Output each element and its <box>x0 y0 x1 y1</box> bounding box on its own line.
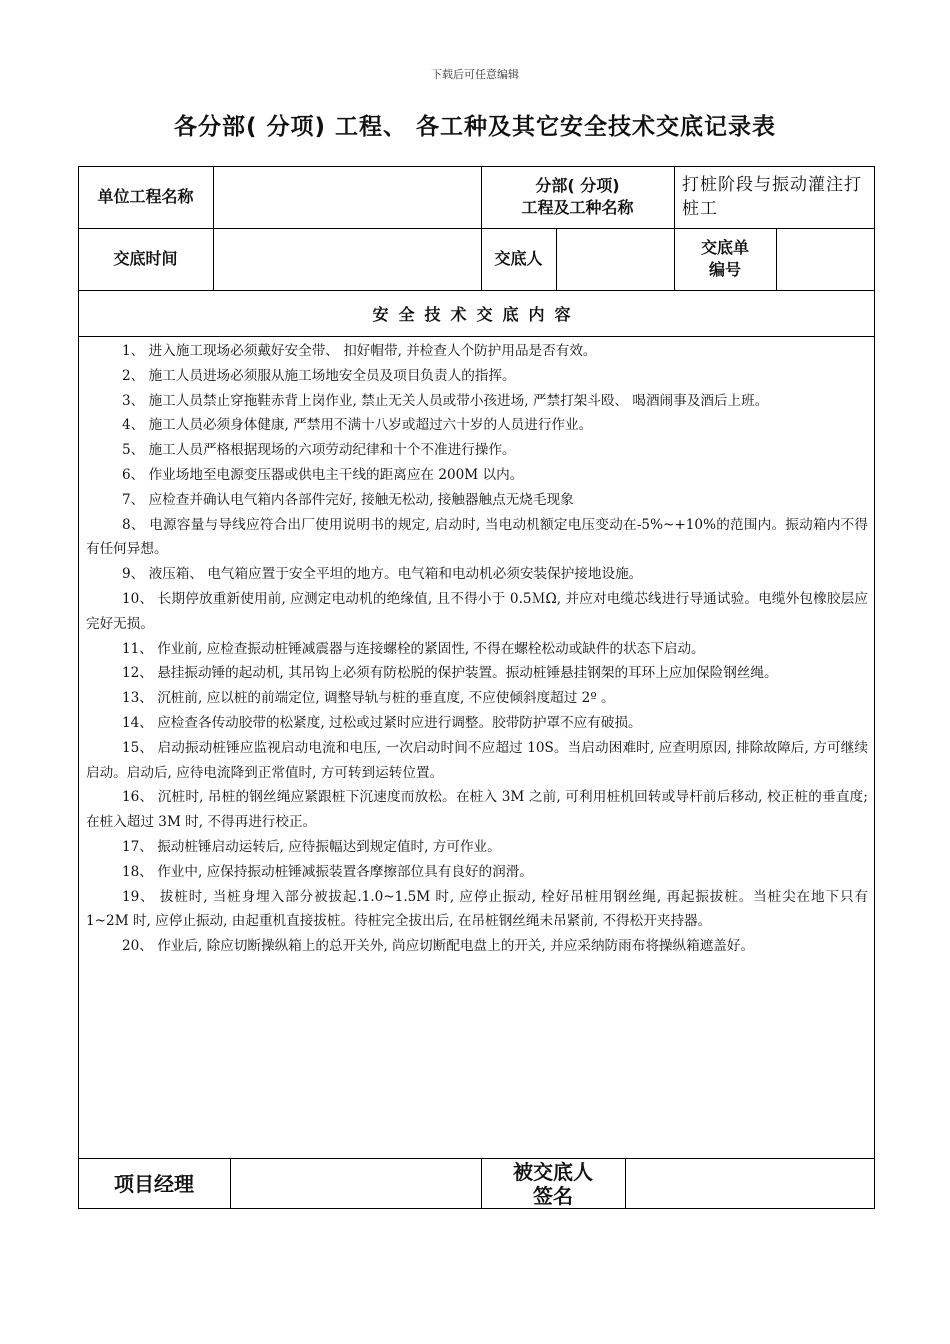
unit-project-field[interactable] <box>213 166 481 228</box>
list-item: 5、 施工人员严格根据现场的六项劳动纪律和十个不准进行操作。 <box>122 442 516 459</box>
list-item: 6、 作业场地至电源变压器或供电主干线的距离应在 200M 以内。 <box>122 466 524 483</box>
manager-field[interactable] <box>230 1158 481 1209</box>
list-item: 7、 应检查并确认电气箱内各部件完好, 接触无松动, 接触器触点无烧毛现象 <box>122 491 574 508</box>
number-label-line2: 编号 <box>708 260 741 279</box>
person-field[interactable] <box>556 228 674 290</box>
sub-project-label-line1: 分部( 分项) <box>535 176 620 195</box>
list-item: 4、 施工人员必须身体健康, 严禁用不满十八岁或超过六十岁的人员进行作业。 <box>122 417 593 434</box>
list-item: 1、 进入施工现场必须戴好安全带、 扣好帽带, 并检查人个防护用品是否有效。 <box>122 343 597 359</box>
list-item: 9、 液压箱、 电气箱应置于安全平坦的地方。电气箱和电动机必须安装保护接地设施。 <box>122 566 643 583</box>
person-label: 交底人 <box>494 249 543 268</box>
list-item: 3、 施工人员禁止穿拖鞋赤背上岗作业, 禁止无关人员或带小孩进场, 严禁打架斗殴、 喝酒闹事及酒后上班。 <box>122 392 769 409</box>
content-list <box>86 339 868 959</box>
date-field[interactable] <box>213 228 481 290</box>
signee-label <box>481 1158 625 1209</box>
date-label: 交底时间 <box>113 249 178 268</box>
list-item: 18、 作业中, 应保持振动桩锤减振装置各摩擦部位具有良好的润滑。 <box>122 863 533 880</box>
sub-project-field[interactable]: 打桩阶段与振动灌注打桩工 <box>682 175 862 219</box>
number-label <box>674 228 776 290</box>
list-item: 10、 长期停放重新使用前, 应测定电动机的绝缘值, 且不得小于 0.5ＭΩ, 并应对电缆芯线进行导通试验。电缆外包橡胶层应完好无损。 <box>86 590 868 632</box>
list-item: 13、 沉桩前, 应以桩的前端定位, 调整导轨与桩的垂直度, 不应使倾斜度超过 2º 。 <box>122 690 615 707</box>
signee-label-line2: 签名 <box>533 1183 573 1208</box>
list-item: 14、 应检查各传动胶带的松紧度, 过松或过紧时应进行调整。胶带防护罩不应有破损。 <box>122 714 642 731</box>
section-title: 安全技术交底内容 <box>372 304 581 324</box>
signee-label-line1: 被交底人 <box>513 1159 593 1184</box>
row-divider-3 <box>78 336 875 337</box>
list-item: 20、 作业后, 除应切断操纵箱上的总开关外, 尚应切断配电盘上的开关, 并应采纳防雨布将操纵箱遮盖好。 <box>122 938 755 955</box>
signee-field[interactable] <box>625 1158 875 1209</box>
list-item: 8、 电源容量与导线应符合出厂使用说明书的规定, 启动时, 当电动机额定电压变动在-5%~+10%的范围内。振动箱内不得有任何异想。 <box>86 516 868 558</box>
document-title: 各分部( 分项) 工程、 各工种及其它安全技术交底记录表 <box>173 114 777 140</box>
list-item: 15、 启动振动桩锤应监视启动电流和电压, 一次启动时间不应超过 10S。当启动困难时, 应查明原因, 排除故障后, 方可继续启动。启动后, 应待电流降到正常值时, 方可转到运转位置。 <box>86 739 868 781</box>
list-item: 12、 悬挂振动锤的起动机, 其吊钩上必须有防松脱的保护装置。振动桩锤悬挂钢架的耳环上应加保险钢丝绳。 <box>122 665 778 682</box>
list-item: 19、 拔桩时, 当桩身埋入部分被拔起.1.0~1.5M 时, 应停止振动, 栓好吊桩用钢丝绳, 再起振拔桩。当桩尖在地下只有 1~2M 时, 应停止振动, 由起重机直接拔桩。待桩完全拔出后, 在吊桩钢丝绳未吊紧前, 不得松开夹持器。 <box>86 888 868 930</box>
list-item: 17、 振动桩锤启动运转后, 应待振幅达到规定值时, 方可作业。 <box>122 838 501 855</box>
list-item: 11、 作业前, 应检查振动桩锤减震器与连接螺栓的紧固性, 不得在螺栓松动或缺件的状态下启动。 <box>122 640 705 657</box>
number-label-line1: 交底单 <box>700 238 749 257</box>
header-note: 下载后可任意编辑 <box>431 68 519 81</box>
number-field[interactable] <box>776 228 875 290</box>
unit-project-label: 单位工程名称 <box>97 187 194 206</box>
list-item: 2、 施工人员进场必须服从施工场地安全员及项目负责人的指挥。 <box>122 367 516 384</box>
list-item: 16、 沉桩时, 吊桩的钢丝绳应紧跟桩下沉速度而放松。在桩入 3M 之前, 可利用桩机回转或导杆前后移动, 校正桩的垂直度; 在桩入超过 3M 时, 不得再进行校正。 <box>86 789 868 831</box>
manager-label: 项目经理 <box>114 1171 194 1196</box>
sub-project-label-line2: 工程及工种名称 <box>521 198 634 217</box>
sub-project-label <box>481 166 674 228</box>
